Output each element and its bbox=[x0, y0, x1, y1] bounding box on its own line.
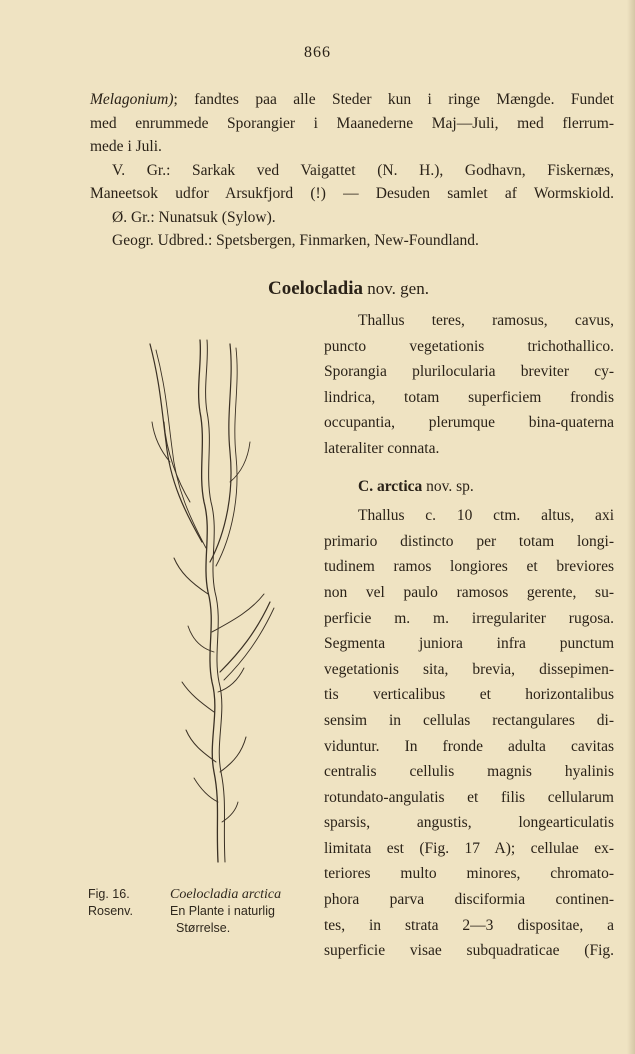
caption-row-3: Størrelse. bbox=[176, 921, 231, 935]
species-desc-line: centralis cellulis magnis hyalinis bbox=[324, 763, 614, 781]
figure-caption bbox=[88, 886, 310, 937]
caption-fig-label: Fig. 16. bbox=[88, 887, 130, 901]
top-line-1 bbox=[90, 88, 614, 112]
species-desc-line: tes, in strata 2—3 dispositae, a bbox=[324, 916, 614, 934]
genus-suffix: nov. gen. bbox=[363, 279, 429, 298]
top-line-6: Ø. Gr.: Nunatsuk (Sylow). bbox=[112, 208, 276, 226]
top-line-3: mede i Juli. bbox=[90, 138, 162, 155]
italic-genus-ref: Melagonium) bbox=[90, 91, 174, 108]
genus-desc-line: Sporangia plurilocularia breviter cy- bbox=[324, 363, 614, 381]
species-desc-line: sensim in cellulas rectangulares di- bbox=[324, 711, 614, 729]
species-desc-line: tis verticalibus et horizontalibus bbox=[324, 686, 614, 704]
caption-species: Coelocladia arctica bbox=[170, 887, 282, 902]
species-desc-line: vegetationis sita, brevia, dissepimen- bbox=[324, 660, 614, 678]
top-line-1-text: ; fandtes paa alle Steder kun i ringe Mængde. Fundet bbox=[173, 91, 614, 108]
caption-author: Rosenv. bbox=[88, 904, 133, 918]
species-desc-line: phora parva disciformia continen- bbox=[324, 891, 614, 909]
caption-row-1 bbox=[88, 886, 310, 903]
species-desc-line: primario distincto per totam longi- bbox=[324, 532, 614, 550]
species-desc-line: non vel paulo ramosos gerente, su- bbox=[324, 583, 614, 601]
description-column bbox=[324, 308, 614, 964]
genus-desc-line: lateraliter connata. bbox=[324, 439, 440, 457]
genus-desc-line: Thallus teres, ramosus, cavus, bbox=[358, 312, 614, 329]
top-line-7: Geogr. Udbred.: Spetsbergen, Finmarken, New-Foundland. bbox=[112, 232, 479, 249]
caption-text-1: En Plante i naturlig bbox=[170, 904, 275, 918]
genus-desc-line: occupantia, plerumque bina-quaterna bbox=[324, 414, 614, 432]
species-desc-line: tudinem ramos longiores et breviores bbox=[324, 558, 614, 576]
species-desc-line: sparsis, angustis, longearticulatis bbox=[324, 814, 614, 832]
top-line-4: V. Gr.: Sarkak ved Vaigattet (N. H.), Godhavn, Fiskernæs, bbox=[112, 161, 614, 179]
genus-desc-line: lindrica, totam superficiem frondis bbox=[324, 388, 614, 406]
caption-row-2 bbox=[88, 903, 310, 920]
species-desc-line: perficie m. m. irregulariter rugosa. bbox=[324, 609, 614, 627]
species-desc-line: Thallus c. 10 ctm. altus, axi bbox=[358, 507, 614, 525]
page-number: 866 bbox=[304, 44, 331, 61]
species-desc-line: limitata est (Fig. 17 A); cellulae ex- bbox=[324, 839, 614, 857]
species-desc-line: rotundato-angulatis et filis cellularum bbox=[324, 788, 614, 806]
species-heading bbox=[324, 474, 614, 500]
top-line-2: med enrummede Sporangier i Maanederne Maj—Juli, med flerrum- bbox=[90, 114, 614, 132]
top-line-5: Maneetsok udfor Arsukfjord (!) — Desuden samlet af Wormskiold. bbox=[90, 185, 614, 202]
species-desc-line: Segmenta juniora infra punctum bbox=[324, 635, 614, 653]
genus-heading bbox=[268, 278, 429, 300]
genus-name: Coelocladia bbox=[268, 278, 363, 299]
page-edge-shadow bbox=[627, 0, 635, 1054]
species-desc-line: teriores multo minores, chromato- bbox=[324, 865, 614, 883]
genus-desc-line: puncto vegetationis trichothallico. bbox=[324, 337, 614, 355]
seaweed-plant-drawing-icon bbox=[130, 332, 280, 872]
species-suffix: nov. sp. bbox=[422, 477, 474, 495]
species-desc-line: viduntur. In fronde adulta cavitas bbox=[324, 737, 614, 755]
top-text-block bbox=[90, 88, 614, 253]
species-name: C. arctica bbox=[358, 477, 423, 495]
species-desc-line: superficie visae subquadraticae (Fig. bbox=[324, 942, 614, 960]
